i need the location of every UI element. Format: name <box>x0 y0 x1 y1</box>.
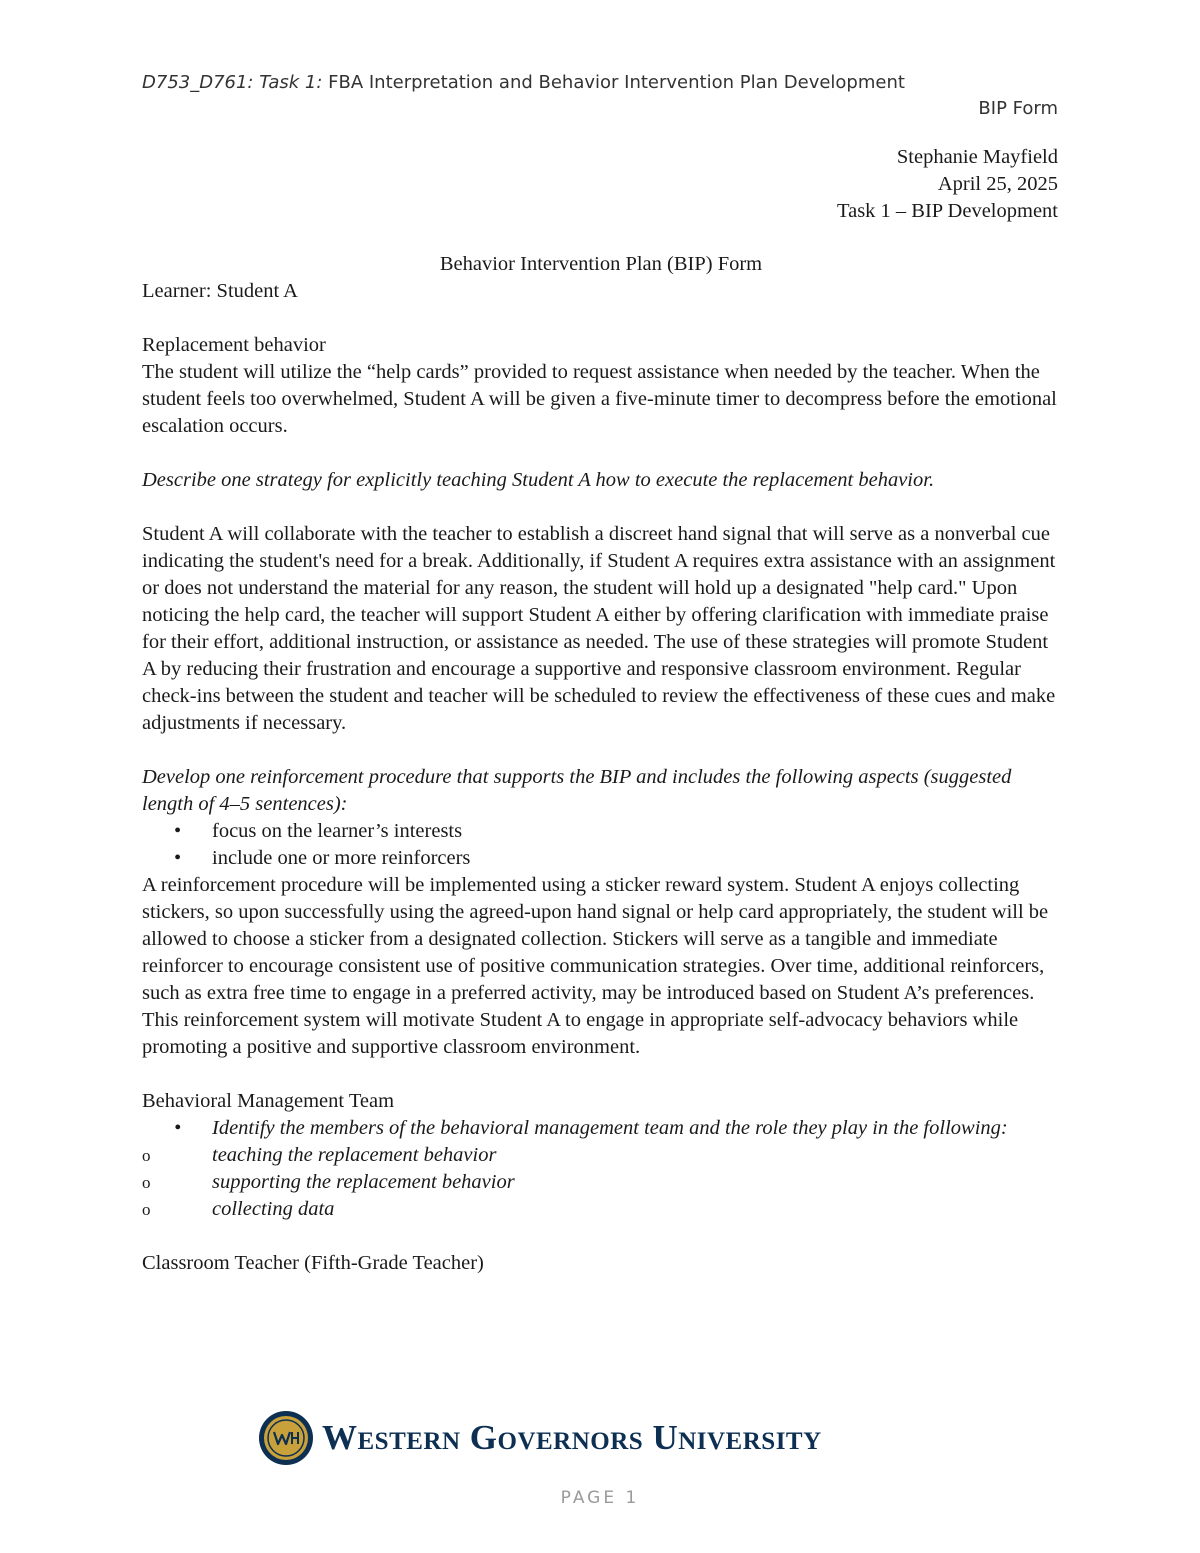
logo-wordmark: Western Governors University <box>322 1418 822 1457</box>
course-code: D753_D761: Task 1: <box>142 72 323 93</box>
list-item: o teaching the replacement behavior <box>142 1142 1060 1169</box>
wgu-seal-icon <box>258 1410 314 1466</box>
strategy-text: Student A will collaborate with the teacher to establish a discreet hand signal that will serve as a nonverbal cue indicating the student's need for a break. Additionally, if Student A requires extra assistance with an assignment or does not understand the material for any reason, the student will hold up a designated "help card." Upon noticing the help card, the teacher will support Student A either by offering clarification with immediate praise for their effort, additional instruction, or assistance as needed. The use of these strategies will promote Student A by reducing their frustration and encourage a supportive and responsive classroom environment. Regular check-ins between the student and teacher will be scheduled to review the effectiveness of these cues and make adjustments if necessary. <box>142 523 1056 734</box>
running-header <box>142 72 905 93</box>
replacement-text: The student will utilize the “help cards” provided to request assistance when needed by the teacher. When the student feels too overwhelmed, Student A will be given a five-minute timer to decompress before the emotional escalation occurs. <box>142 361 1057 437</box>
document-title: Behavior Intervention Plan (BIP) Form <box>439 253 763 275</box>
reinforcement-text: A reinforcement procedure will be implemented using a sticker reward system. Student A enjoys collecting stickers, so upon successfully using the agreed-upon hand signal or help card appropriately, the student will be allowed to choose a sticker from a designated collection. Stickers will serve as a tangible and immediate reinforcer to encourage consistent use of positive communication strategies. Over time, additional reinforcers, such as extra free time to engage in a preferred activity, may be introduced based on Student A’s preferences. This reinforcement system will motivate Student A to engage in appropriate self-advocacy behaviors while promoting a positive and supportive classroom environment. <box>142 874 1049 1058</box>
form-label: BIP Form <box>978 98 1058 119</box>
author-name: Stephanie Mayfield <box>896 146 1058 168</box>
team-prompt: • Identify the members of the behavioral management team and the role they play in the following: <box>142 1115 1060 1142</box>
team-member-label: Classroom Teacher (Fifth-Grade Teacher) <box>142 1252 484 1274</box>
strategy-prompt: Describe one strategy for explicitly teaching Student A how to execute the replacement behavior. <box>142 469 935 491</box>
author-date: April 25, 2025 <box>937 173 1058 195</box>
team-subitem-list <box>142 1142 1060 1223</box>
task-title: FBA Interpretation and Behavior Intervention Plan Development <box>328 72 905 93</box>
team-bullet-list <box>142 1115 1060 1142</box>
assignment-label: Task 1 – BIP Development <box>837 200 1058 222</box>
page-number: PAGE 1 <box>560 1488 640 1508</box>
list-item: o supporting the replacement behavior <box>142 1169 1060 1196</box>
learner-label: Learner: Student A <box>142 280 298 302</box>
reinforcement-prompt: Develop one reinforcement procedure that supports the BIP and includes the following aspects (suggested length of 4–5 sentences): <box>142 766 1012 815</box>
wgu-logo <box>258 1410 822 1466</box>
list-item: • include one or more reinforcers <box>142 845 1060 872</box>
document-body <box>142 251 1060 1277</box>
reinforcement-bullet-list <box>142 818 1060 872</box>
list-item: • focus on the learner’s interests <box>142 818 1060 845</box>
author-block <box>837 144 1058 225</box>
list-item: o collecting data <box>142 1196 1060 1223</box>
team-heading: Behavioral Management Team <box>142 1090 395 1112</box>
replacement-heading: Replacement behavior <box>142 334 326 356</box>
